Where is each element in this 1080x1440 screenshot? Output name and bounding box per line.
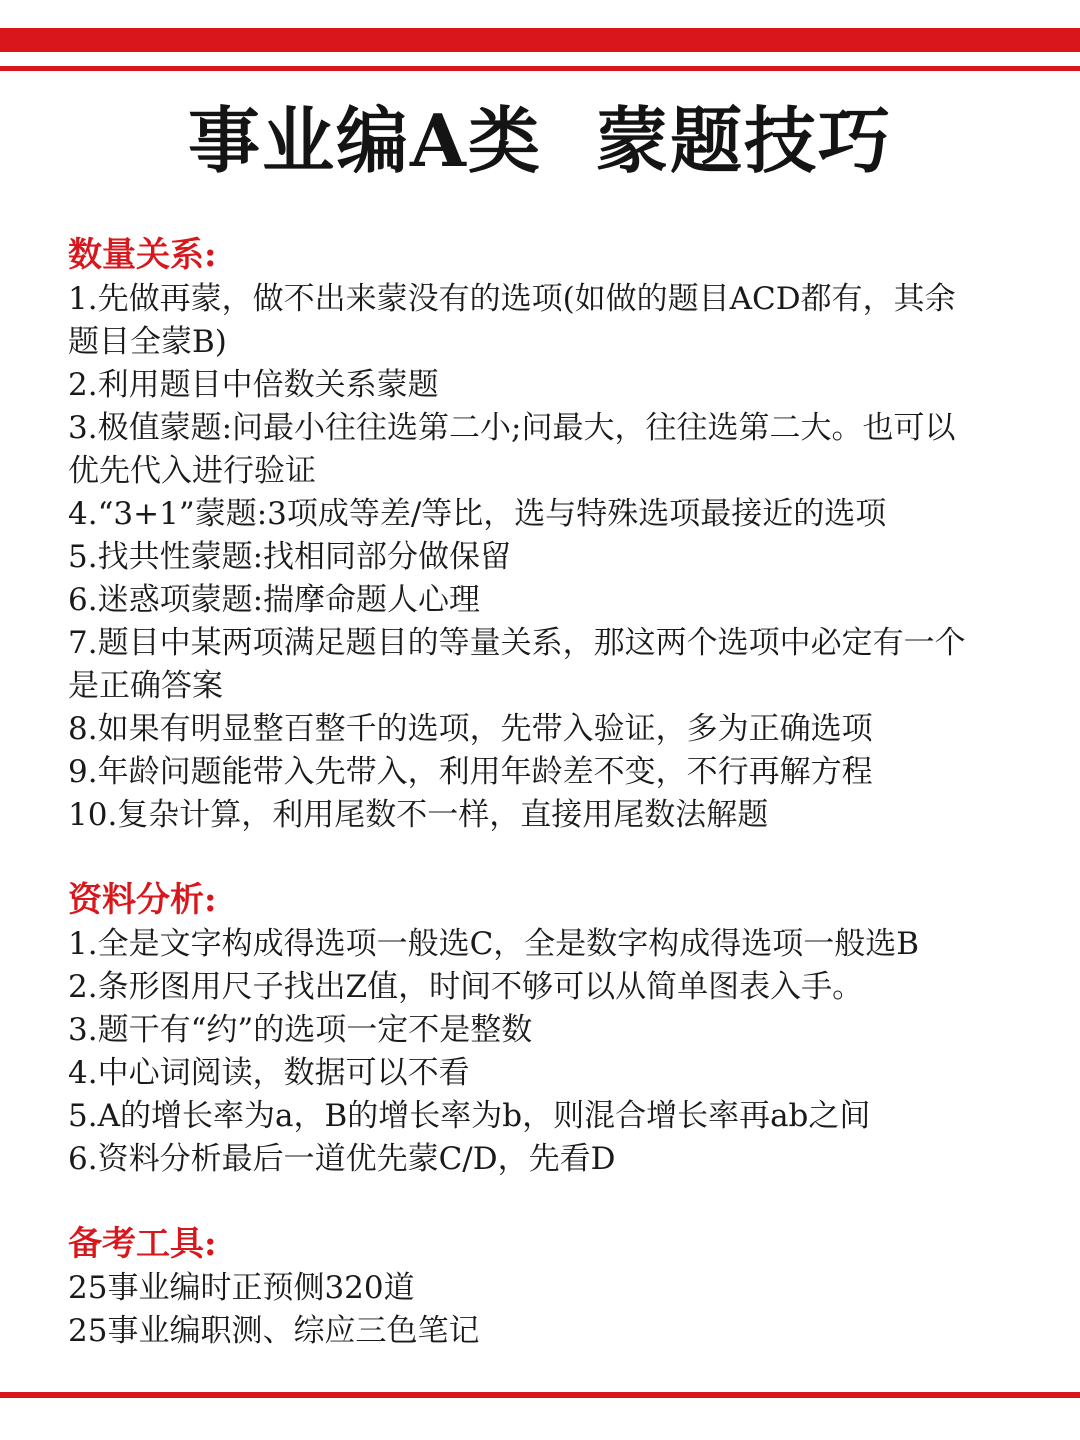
list-item: 8.如果有明显整百整千的选项，先带入验证，多为正确选项	[68, 711, 873, 747]
list-item: 5.找共性蒙题:找相同部分做保留	[68, 539, 512, 575]
list-item: 3.极值蒙题:问最小往往选第二小;问最大，往往选第二大。也可以	[68, 410, 956, 446]
section-heading: 资料分析:	[68, 880, 217, 920]
list-item: 9.年龄问题能带入先带入，利用年龄差不变，不行再解方程	[68, 754, 873, 790]
list-item: 优先代入进行验证	[68, 453, 316, 489]
top-accent-bar	[0, 28, 1080, 52]
list-item: 7.题目中某两项满足题目的等量关系，那这两个选项中必定有一个	[68, 625, 966, 661]
list-item: 25事业编时正预侧320道	[68, 1270, 415, 1306]
list-item: 6.资料分析最后一道优先蒙C/D，先看D	[68, 1141, 616, 1177]
list-item: 2.利用题目中倍数关系蒙题	[68, 367, 439, 403]
section-quantity	[68, 232, 1028, 837]
list-item: 3.题干有“约”的选项一定不是整数	[68, 1012, 533, 1048]
section-data-analysis	[68, 877, 1028, 1181]
section-spacer	[68, 1181, 1028, 1221]
content-body	[68, 232, 1028, 1353]
list-item: 4.“3+1”蒙题:3项成等差/等比，选与特殊选项最接近的选项	[68, 496, 887, 532]
top-accent-line	[0, 66, 1080, 71]
list-item: 是正确答案	[68, 668, 223, 704]
page-title: 事业编A类 蒙题技巧	[188, 98, 892, 183]
list-item: 1.全是文字构成得选项一般选C，全是数字构成得选项一般选B	[68, 926, 920, 962]
bottom-accent-line	[0, 1392, 1080, 1398]
list-item: 2.条形图用尺子找出Z值，时间不够可以从简单图表入手。	[68, 969, 864, 1005]
list-item: 题目全蒙B)	[68, 324, 227, 360]
section-prep-tools	[68, 1221, 1028, 1353]
list-item: 1.先做再蒙，做不出来蒙没有的选项(如做的题目ACD都有，其余	[68, 281, 956, 317]
list-item: 4.中心词阅读，数据可以不看	[68, 1055, 470, 1091]
section-heading: 备考工具:	[68, 1224, 217, 1264]
section-heading: 数量关系:	[68, 235, 217, 275]
list-item: 10.复杂计算，利用尾数不一样，直接用尾数法解题	[68, 797, 769, 833]
list-item: 25事业编职测、综应三色笔记	[68, 1313, 480, 1349]
section-spacer	[68, 837, 1028, 877]
list-item: 5.A的增长率为a，B的增长率为b，则混合增长率再ab之间	[68, 1098, 871, 1134]
list-item: 6.迷惑项蒙题:揣摩命题人心理	[68, 582, 481, 618]
